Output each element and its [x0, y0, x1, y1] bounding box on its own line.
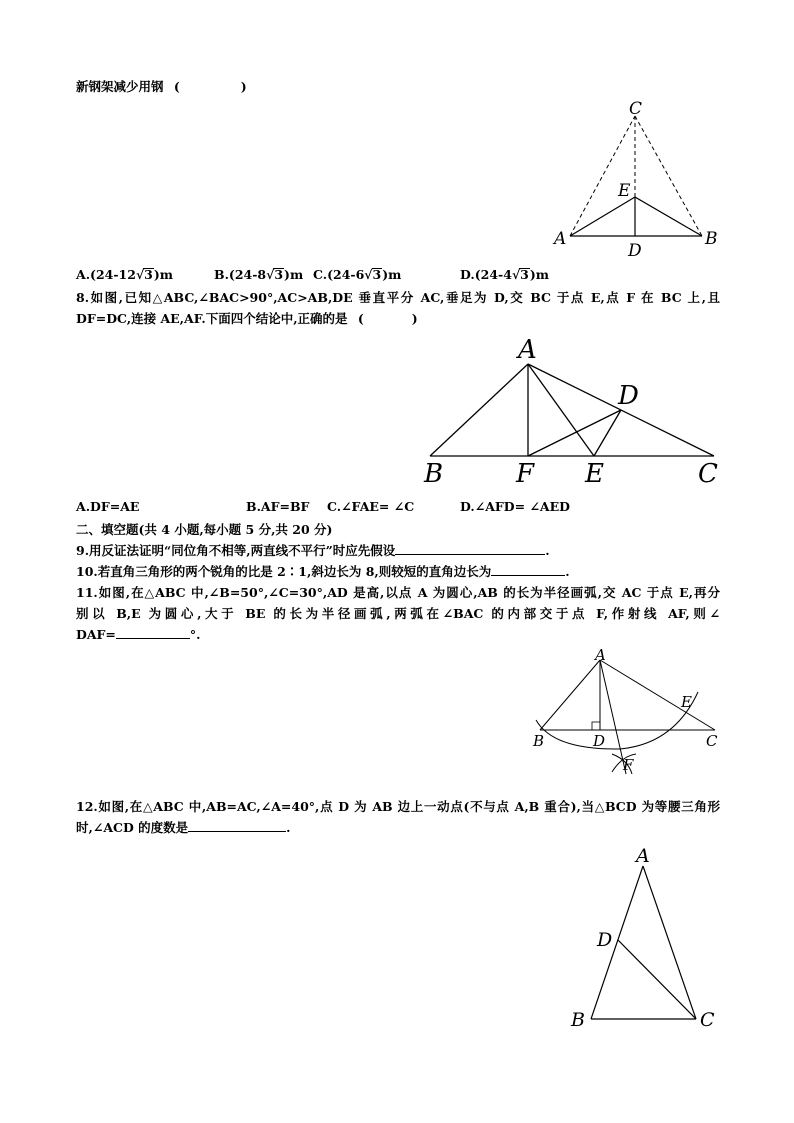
q8-choice-d: D.∠AFD= ∠AED	[460, 499, 570, 514]
q11-stem-line1: 11.如图,在△ABC 中,∠B=50°,∠C=30°,AD 是高,以点 A 为圆心,AB 的长为半径画弧,交 AC 于点 E,再分	[76, 585, 720, 600]
point-label-b: B	[533, 732, 545, 750]
point-label-d: D	[618, 381, 639, 411]
point-label-c: C	[706, 732, 718, 750]
segment-eb	[635, 197, 702, 236]
q9-stem: 9.用反证法证明“同位角不相等,两直线不平行”时应先假设 .	[76, 543, 550, 558]
q12-answer-blank[interactable]	[188, 819, 286, 832]
q11-stem-line2: 别以 B,E 为圆心,大于 BE 的长为半径画弧,两弧在∠BAC 的内部交于点 F,作射线 AF,则∠	[76, 606, 720, 621]
q12-stem-line1: 12.如图,在△ABC 中,AB=AC,∠A=40°,点 D 为 AB 边上一动点(不与点 A,B 重合),当△BCD 为等腰三角形	[76, 799, 720, 814]
segment-dc	[618, 940, 696, 1019]
q7-stem-tail	[76, 77, 720, 96]
section-heading-fill-blank: 二、填空题(共 4 小题,每小题 5 分,共 20 分)	[76, 522, 333, 537]
q8-choice-a: A.DF=AE	[76, 499, 140, 514]
point-label-a: A	[636, 845, 650, 867]
point-label-b: B	[424, 459, 444, 489]
q7-frame-figure	[550, 98, 720, 260]
point-label-e: E	[618, 181, 631, 201]
point-label-c: C	[629, 99, 643, 119]
point-label-b: B	[571, 1009, 585, 1031]
point-label-f: F	[516, 459, 535, 489]
q8-answer-paren: ( )	[357, 311, 418, 326]
point-label-e: E	[681, 693, 692, 711]
point-label-f: F	[623, 756, 634, 774]
q11-construction-figure	[528, 646, 728, 781]
right-angle-mark	[592, 722, 600, 730]
arc-center-a	[536, 692, 698, 749]
segment-cb	[635, 116, 702, 236]
q10-answer-blank[interactable]	[491, 563, 565, 576]
segment-ae	[570, 197, 635, 236]
point-label-b: B	[705, 229, 718, 249]
q7-choice-c: C.(24-6√3)m	[313, 267, 402, 282]
point-label-c: C	[700, 1009, 715, 1031]
q8-triangle-figure	[420, 334, 725, 492]
q12-stem-line2: 时,∠ACD 的度数是 .	[76, 820, 291, 835]
q12-isosceles-figure	[566, 842, 726, 1034]
segment-ac	[600, 660, 715, 730]
q11-stem-line3: DAF= °.	[76, 627, 201, 642]
q8-choice-c: C.∠FAE= ∠C	[327, 499, 415, 514]
q8-stem-line1: 8.如图,已知△ABC,∠BAC>90°,AC>AB,DE 垂直平分 AC,垂足为 D,交 BC 于点 E,点 F 在 BC 上,且	[76, 290, 720, 305]
q7-choice-d: D.(24-4√3)m	[460, 267, 550, 282]
point-label-e: E	[585, 459, 604, 489]
point-label-a: A	[518, 335, 537, 365]
segment-ac	[570, 116, 635, 236]
point-label-d: D	[628, 241, 642, 261]
q7-answer-paren: ( )	[173, 79, 247, 94]
point-label-d: D	[597, 929, 613, 951]
q8-choice-b: B.AF=BF	[246, 499, 310, 514]
segment-ab	[540, 660, 600, 730]
q7-stem-text: 新钢架减少用钢	[76, 79, 164, 94]
point-label-a: A	[595, 646, 606, 664]
segment-ba	[430, 364, 528, 456]
point-label-a: A	[554, 229, 567, 249]
q10-stem: 10.若直角三角形的两个锐角的比是 2∶1,斜边长为 8,则较短的直角边长为 .	[76, 564, 570, 579]
q11-answer-blank[interactable]	[116, 626, 190, 639]
q7-choice-b: B.(24-8√3)m	[214, 267, 304, 282]
q7-choice-a: A.(24-12√3)m	[76, 267, 174, 282]
point-label-c: C	[698, 459, 718, 489]
q8-stem-line2: DF=DC,连接 AE,AF.下面四个结论中,正确的是 ( )	[76, 311, 418, 326]
segment-ae	[528, 364, 594, 456]
segment-ac	[643, 866, 696, 1019]
q9-answer-blank[interactable]	[395, 542, 545, 555]
point-label-d: D	[593, 732, 606, 750]
